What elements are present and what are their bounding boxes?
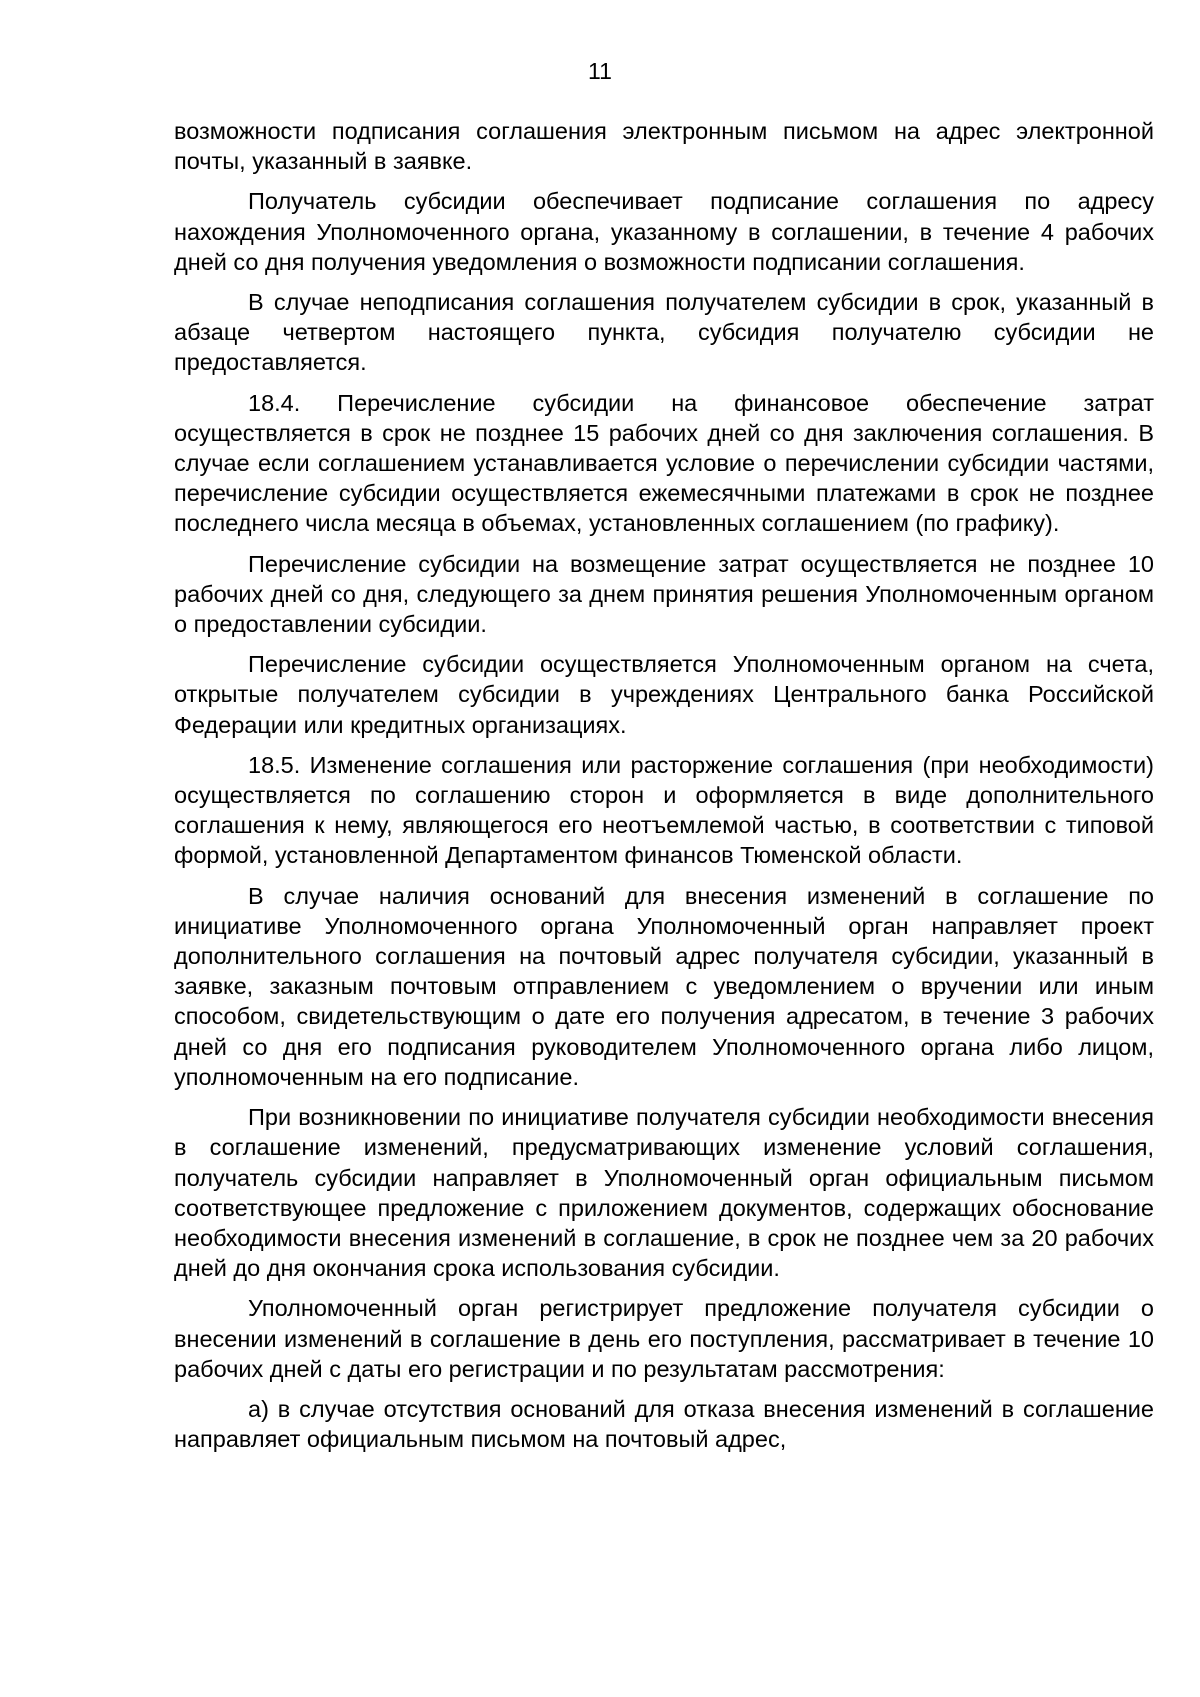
paragraph-signing-deadline: Получатель субсидии обеспечивает подписание соглашения по адресу нахождения Уполномоченного органа, указанному в соглашении, в течение 4 рабочих дней со дня получения уведомления о возможности подписании соглашения.	[174, 188, 1154, 275]
paragraph-reimbursement-transfer: Перечисление субсидии на возмещение затрат осуществляется не позднее 10 рабочих дней со дня, следующего за днем принятия решения Уполномоченным органом о предоставлении субсидии.	[174, 550, 1154, 638]
paragraph-transfer-accounts: Перечисление субсидии осуществляется Уполномоченным органом на счета, открытые получателем субсидии в учреждениях Центрального банка Российской Федерации или кредитных организациях.	[174, 651, 1154, 738]
page-number: 11	[588, 58, 612, 84]
paragraph-authority-initiative: В случае наличия оснований для внесения изменений в соглашение по инициативе Уполномоченного органа Уполномоченный орган направляет проект дополнительного соглашения на почтовый адрес получателя субсидии, указанный в заявке, заказным почтовым отправлением с уведомлением о вручении или иным способом, свидетельствующим о дате его получения адресатом, в течение 3 рабочих дней со дня его подписания руководителем Уполномоченного органа либо лицом, уполномоченным на его подписание.	[174, 882, 1154, 1090]
paragraph-unsigned-case: В случае неподписания соглашения получателем субсидии в срок, указанный в абзаце четвертом настоящего пункта, субсидия получателю субсидии не предоставляется.	[174, 289, 1154, 376]
paragraph-item-a: а) в случае отсутствия оснований для отказа внесения изменений в соглашение направляет официальным письмом на почтовый адрес,	[174, 1395, 1154, 1453]
paragraph-registration: Уполномоченный орган регистрирует предложение получателя субсидии о внесении изменений в соглашение в день его поступления, рассматривает в течение 10 рабочих дней с даты его регистрации и по результатам рассмотрения:	[174, 1295, 1154, 1382]
paragraph-recipient-initiative: При возникновении по инициативе получателя субсидии необходимости внесения в соглашение изменений, предусматривающих изменение условий соглашения, получатель субсидии направляет в Уполномоченный орган официальным письмом соответствующее предложение с приложением документов, содержащих обоснование необходимости внесения изменений в соглашение, в срок не позднее чем за 20 рабочих дней до дня окончания срока использования субсидии.	[174, 1104, 1154, 1282]
paragraph-clause-18-4: 18.4. Перечисление субсидии на финансовое обеспечение затрат осуществляется в срок не позднее 15 рабочих дней со дня заключения соглашения. В случае если соглашением устанавливается условие о перечислении субсидии частями, перечисление субсидии осуществляется ежемесячными платежами в срок не позднее последнего числа месяца в объемах, установленных соглашением (по графику).	[174, 389, 1154, 537]
paragraph-clause-18-5: 18.5. Изменение соглашения или расторжение соглашения (при необходимости) осуществляется по соглашению сторон и оформляется в виде дополнительного соглашения к нему, являющегося его неотъемлемой частью, в соответствии с типовой формой, установленной Департаментом финансов Тюменской области.	[174, 751, 1154, 869]
document-body	[174, 116, 1154, 1464]
paragraph-continuation: возможности подписания соглашения электронным письмом на адрес электронной почты, указанный в заявке.	[174, 118, 1154, 175]
